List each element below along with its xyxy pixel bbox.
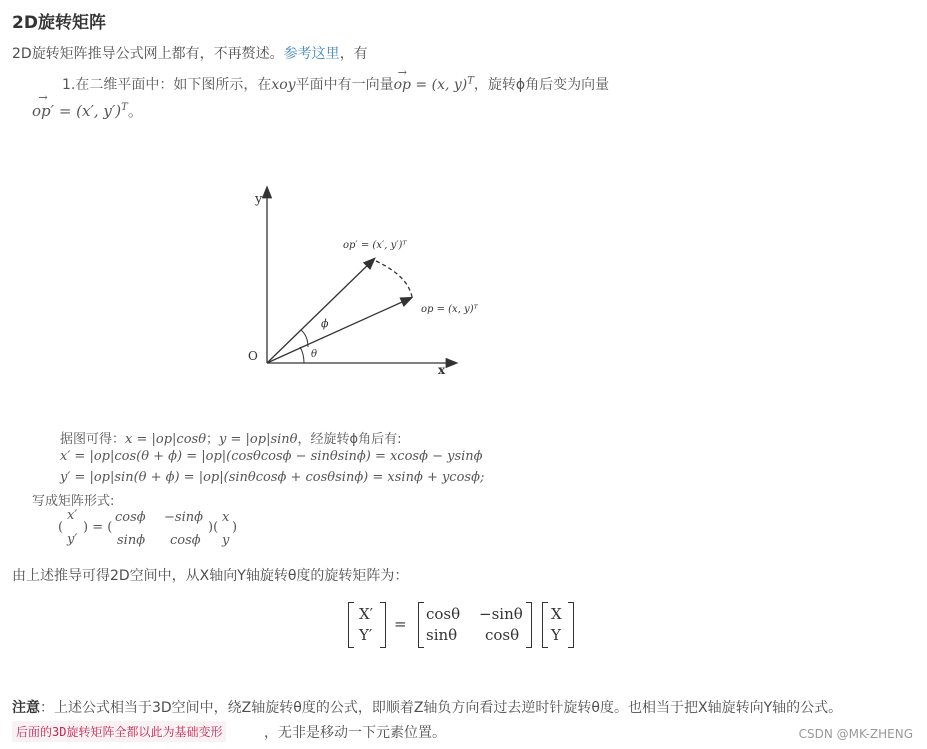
small-rhs-1: y [222,533,230,548]
vector-op-prime-label: op′ = (x′, y′)ᵀ [343,240,407,251]
figure-line-2-end: 。 [127,102,143,120]
note-tail: ，无非是移动一下元素位置。 [264,725,446,741]
theta-label: θ [311,349,318,360]
vector-op-prime-arrow [267,259,374,363]
rhs-1: Y [551,626,561,644]
lhs-matrix [348,602,386,648]
reference-link[interactable]: 参考这里 [283,46,340,62]
transpose-sup-2: T [121,102,128,113]
theta-arc [300,347,304,363]
note-text: ：上述公式相当于3D空间中，绕Z轴旋转θ度的公式，即顺着Z轴负方向看过去逆时针旋转θ度。也相当于把X轴旋转向Y轴的公式。 [40,700,843,716]
matrix-form-label: 写成矩阵形式: [32,494,115,509]
rot-00: cosθ [426,605,461,623]
rot-10: sinθ [426,626,458,644]
figure-line-1-prefix: 1.在二维平面中：如下图所示，在 [62,77,272,93]
derive-line [60,428,401,447]
intro-text: 2D旋转矩阵推导公式网上都有，不再赘述。 [12,46,284,62]
vector-op-label: op = (x, y)ᵀ [421,304,478,315]
small-lhs-1: y′ [67,532,78,547]
note-paragraph [12,697,842,717]
transpose-sup: T [467,75,474,87]
rhs-0: X [551,605,562,623]
csdn-watermark: CSDN @MK-ZHENG [798,727,913,741]
phi-label: ϕ [321,317,329,330]
rotation-arc [376,261,412,297]
vector-op-prime-value: = (x′, y′) [54,102,122,120]
equation-x-prime: x′ = |op|cos(θ + ϕ) = |op|(cosθcosϕ − sinθsinϕ) = xcosϕ − ysinϕ [60,449,483,464]
vector-op: op → [394,77,411,93]
summary-text: 由上述推导可得2D空间中，从X轴向Y轴旋转θ度的旋转矩阵为： [12,568,409,584]
derive-sep: ； [206,432,220,447]
x-axis-label: x [438,363,446,377]
rhs-matrix [542,602,574,648]
equals-sign: = [394,615,407,633]
small-rot-01: −sinϕ [164,510,203,525]
small-rhs-close: ) [232,520,238,535]
note-label: 注意 [12,700,40,716]
small-mid-parens: )( [208,520,219,535]
rotation-matrix [418,602,532,648]
rot-01: −sinθ [479,605,523,623]
derive-tail: ，经旋转ϕ角后有: [297,432,402,447]
small-lhs-0: x′ [67,508,78,523]
origin-label: O [248,349,258,363]
figure-line-1-suffix: ，旋转ϕ角后变为向量 [473,77,610,93]
small-rhs-0: x [222,510,230,525]
derive-y: y = |op|sinθ [219,432,298,447]
intro-tail: ，有 [339,46,368,62]
y-axis-label: y [255,192,263,207]
inline-code: 后面的3D旋转矩阵全都以此为基础变形 [12,721,226,742]
lhs-1: Y′ [359,626,373,644]
lhs-0: X′ [359,605,374,623]
equation-y-prime: y′ = |op|sin(θ + ϕ) = |op|(sinθcosϕ + cosθsinϕ) = xsinϕ + ycosϕ; [60,470,485,485]
small-rot-10: sinϕ [117,533,146,548]
small-rot-00: cosϕ [115,510,146,525]
small-lhs-open: ( [58,520,64,535]
small-eq: ) = ( [83,520,113,535]
small-matrix-equation [58,508,258,552]
derive-x: x = |op|cosθ [125,432,207,447]
xoy-term: xoy [271,77,296,93]
vector-op-prime: op′ → [32,102,54,120]
vector-op-value: = (x, y) [410,77,468,93]
derive-intro: 据图可得： [60,432,126,447]
page-title: 2D旋转矩阵 [12,13,106,33]
small-rot-11: cosϕ [170,533,201,548]
rot-11: cosθ [485,626,520,644]
figure-line-1-mid: 平面中有一向量 [295,77,394,93]
vector-op-arrow [267,298,411,363]
